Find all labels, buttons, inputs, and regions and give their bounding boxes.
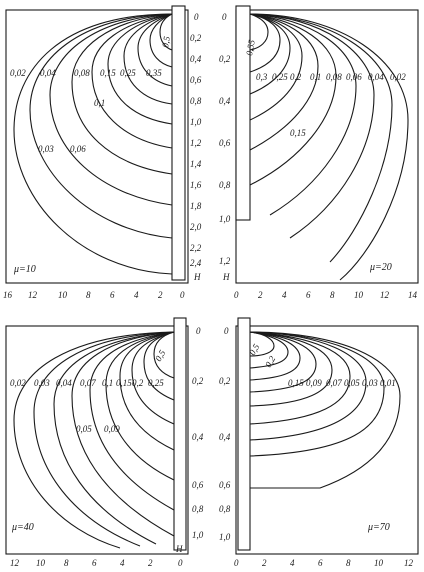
depth-tick: 0,8 bbox=[219, 504, 231, 514]
depth-tick: 2,2 bbox=[190, 243, 202, 253]
x-tick: 0 bbox=[234, 290, 239, 300]
depth-tick: 1,0 bbox=[219, 532, 231, 542]
contour-label: 0,04 bbox=[56, 378, 72, 388]
contour-label: 0,2 bbox=[290, 72, 302, 82]
wall bbox=[236, 6, 250, 220]
x-tick: 10 bbox=[36, 558, 45, 568]
contour-label: 0,1 bbox=[94, 98, 106, 108]
x-tick: 4 bbox=[120, 558, 125, 568]
contour-label: 0,05 bbox=[344, 378, 360, 388]
x-tick: 8 bbox=[330, 290, 335, 300]
depth-tick: 1,2 bbox=[190, 138, 202, 148]
contour-label: 0,15 bbox=[290, 128, 306, 138]
x-tick: 0 bbox=[234, 558, 239, 568]
depth-tick: 0 bbox=[196, 326, 201, 336]
x-tick: 8 bbox=[86, 290, 91, 300]
x-tick: 2 bbox=[148, 558, 153, 568]
depth-tick: 0 bbox=[224, 326, 229, 336]
contour-label: 0,01 bbox=[380, 378, 396, 388]
contour-label: 0,06 bbox=[70, 144, 86, 154]
x-tick: 4 bbox=[290, 558, 295, 568]
contour-label: 0,5 bbox=[247, 342, 262, 357]
mu-label: μ=20 bbox=[370, 262, 392, 273]
mu-label: μ=10 bbox=[14, 264, 36, 275]
x-tick: 10 bbox=[58, 290, 67, 300]
depth-tick: 0,6 bbox=[192, 480, 204, 490]
contour-label: 0,09 bbox=[104, 424, 120, 434]
panel-top-right bbox=[236, 6, 418, 283]
depth-tick: 0,6 bbox=[190, 75, 202, 85]
depth-tick: 1,0 bbox=[219, 214, 231, 224]
contour-label: 0,04 bbox=[368, 72, 384, 82]
x-tick: 2 bbox=[262, 558, 267, 568]
x-tick: 6 bbox=[110, 290, 115, 300]
contour-label: 0,35 bbox=[146, 68, 162, 78]
depth-unit: H bbox=[176, 544, 183, 554]
contour-label: 0,03 bbox=[38, 144, 54, 154]
depth-tick: 1,0 bbox=[192, 530, 204, 540]
depth-tick: 0,2 bbox=[219, 54, 231, 64]
x-tick: 12 bbox=[28, 290, 37, 300]
depth-tick: 2,0 bbox=[190, 222, 202, 232]
x-tick: 12 bbox=[404, 558, 413, 568]
contour-label: 0,5 bbox=[160, 35, 172, 49]
contour-label: 0,55 bbox=[244, 39, 257, 57]
depth-tick: 0,6 bbox=[219, 138, 231, 148]
contour-label: 0,09 bbox=[306, 378, 322, 388]
x-tick: 0 bbox=[180, 290, 185, 300]
contour-label: 0,15 bbox=[100, 68, 116, 78]
panel-frame bbox=[6, 10, 188, 283]
depth-tick: 0 bbox=[222, 12, 227, 22]
panel-frame bbox=[236, 326, 418, 554]
contour-label: 0,03 bbox=[34, 378, 50, 388]
contour-label: 0,07 bbox=[80, 378, 96, 388]
depth-tick: 1,4 bbox=[190, 159, 202, 169]
contour-label: 0,08 bbox=[326, 72, 342, 82]
panel-frame bbox=[236, 10, 418, 283]
contour-label: 0,03 bbox=[362, 378, 378, 388]
contour-label: 0,3 bbox=[256, 72, 268, 82]
depth-tick: 2,4 bbox=[190, 258, 202, 268]
contour-label: 0,04 bbox=[40, 68, 56, 78]
wall bbox=[174, 318, 186, 550]
contour-label: 0,02 bbox=[10, 378, 26, 388]
contour-label: 0,15 bbox=[116, 378, 132, 388]
contour-label: 0,02 bbox=[390, 72, 406, 82]
depth-tick: 0,8 bbox=[190, 96, 202, 106]
mu-label: μ=70 bbox=[368, 522, 390, 533]
contour-label: 0,25 bbox=[148, 378, 164, 388]
x-tick: 4 bbox=[282, 290, 287, 300]
depth-tick: 0,4 bbox=[219, 432, 231, 442]
depth-tick: 0,2 bbox=[219, 376, 231, 386]
depth-tick: 1,8 bbox=[190, 201, 202, 211]
x-tick: 14 bbox=[408, 290, 417, 300]
depth-tick: 0,8 bbox=[219, 180, 231, 190]
contour-label: 0,07 bbox=[326, 378, 342, 388]
depth-tick: 0,8 bbox=[192, 504, 204, 514]
x-tick: 10 bbox=[374, 558, 383, 568]
depth-tick: 0,6 bbox=[219, 480, 231, 490]
x-tick: 12 bbox=[380, 290, 389, 300]
contour-label: 0,2 bbox=[132, 378, 144, 388]
depth-tick: 0 bbox=[194, 12, 199, 22]
contour-label: 0,25 bbox=[120, 68, 136, 78]
x-tick: 10 bbox=[354, 290, 363, 300]
wall bbox=[172, 6, 185, 280]
panel-bottom-right bbox=[236, 318, 418, 554]
x-tick: 4 bbox=[134, 290, 139, 300]
depth-tick: 0,2 bbox=[190, 33, 202, 43]
x-tick: 8 bbox=[64, 558, 69, 568]
x-tick: 16 bbox=[3, 290, 12, 300]
x-tick: 0 bbox=[178, 558, 183, 568]
x-tick: 6 bbox=[92, 558, 97, 568]
depth-tick: 0,4 bbox=[192, 432, 204, 442]
depth-tick: 1,0 bbox=[190, 117, 202, 127]
depth-tick: 0,2 bbox=[192, 376, 204, 386]
depth-tick: 0,4 bbox=[219, 96, 231, 106]
depth-tick: 0,4 bbox=[190, 54, 202, 64]
depth-tick: 1,2 bbox=[219, 256, 231, 266]
contour-label: 0,08 bbox=[74, 68, 90, 78]
depth-unit: H bbox=[194, 272, 201, 282]
mu-label: μ=40 bbox=[12, 522, 34, 533]
contour-label: 0,2 bbox=[263, 354, 278, 369]
contour-label: 0,1 bbox=[102, 378, 114, 388]
x-tick: 2 bbox=[158, 290, 163, 300]
depth-unit: H bbox=[223, 272, 230, 282]
x-tick: 2 bbox=[258, 290, 263, 300]
contour-label: 0,15 bbox=[288, 378, 304, 388]
contour-label: 0,02 bbox=[10, 68, 26, 78]
contour-label: 0,5 bbox=[153, 348, 168, 363]
contour-label: 0,05 bbox=[76, 424, 92, 434]
x-tick: 8 bbox=[346, 558, 351, 568]
x-tick: 6 bbox=[306, 290, 311, 300]
depth-tick: 1,6 bbox=[190, 180, 202, 190]
contour-label: 0,1 bbox=[310, 72, 322, 82]
x-tick: 6 bbox=[318, 558, 323, 568]
contour-label: 0,25 bbox=[272, 72, 288, 82]
contour-label: 0,06 bbox=[346, 72, 362, 82]
x-tick: 12 bbox=[10, 558, 19, 568]
